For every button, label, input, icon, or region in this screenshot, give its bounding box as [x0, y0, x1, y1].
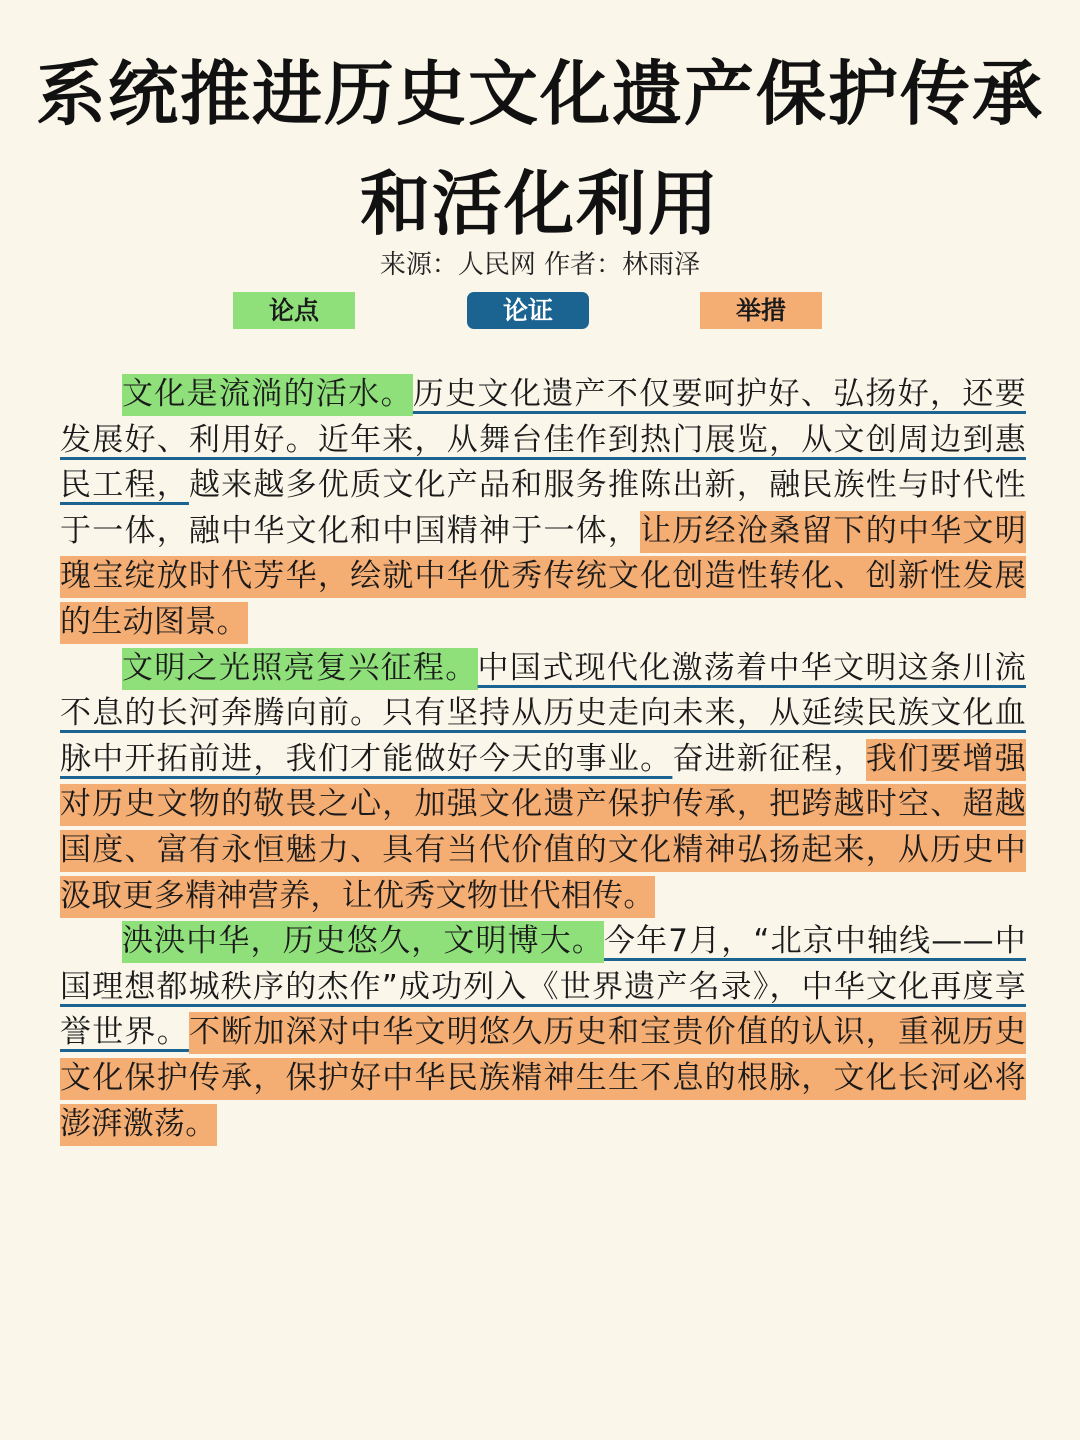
measure-highlight: 我们要增强对历史文物的敬畏之心，加强文化遗产保护传承，把跨越时空、超越国度、富有永恒魅力、具有当代价值的文化精神弘扬起来，从历史中汲取更多精神营养，让优秀文物世代相传。	[60, 739, 1026, 918]
article-title-line-1: 系统推进历史文化遗产保护传承	[36, 52, 1044, 135]
point-highlight: 文化是流淌的活水。	[122, 374, 413, 416]
paragraph-2	[60, 646, 1026, 920]
measure-highlight: 让历经沧桑留下的中华文明瑰宝绽放时代芳华，绘就中华优秀传统文化创造性转化、创新性发展的生动图景。	[60, 511, 1026, 644]
legend-point-tag: 论点	[233, 292, 355, 329]
point-highlight: 文明之光照亮复兴征程。	[122, 648, 478, 690]
proof-underline: 历史文化遗产不仅要呵护好、弘扬好，还要发展好、利用好。近年来，从舞台佳作到热门展览，从文创周边到惠民工程，	[60, 376, 1026, 504]
article-source: 来源：人民网 作者：林雨泽	[379, 250, 701, 280]
article-title-line-2: 和活化利用	[360, 162, 720, 245]
plain-text: 奋进新征程，	[672, 740, 866, 777]
point-highlight: 泱泱中华，历史悠久，文明博大。	[122, 921, 604, 963]
proof-underline: 今年7月，“北京中轴线——中国理想都城秩序的杰作”成功列入《世界遗产名录》，中华文化再度享誉世界。	[60, 923, 1027, 1051]
legend-proof-tag: 论证	[467, 292, 589, 329]
paragraph-3	[60, 919, 1026, 1147]
proof-underline: 中国式现代化激荡着中华文明这条川流不息的长河奔腾向前。只有坚持从历史走向未来，从延续民族文化血脉中开拓前进，我们才能做好今天的事业。	[60, 649, 1026, 777]
plain-text: 越来越多优质文化产品和服务推陈出新，融民族性与时代性于一体，融中华文化和中国精神于一体，	[60, 467, 1027, 549]
article-body	[60, 372, 1026, 1147]
measure-highlight: 不断加深对中华文明悠久历史和宝贵价值的认识，重视历史文化保护传承，保护好中华民族精神生生不息的根脉，文化长河必将澎湃激荡。	[60, 1012, 1026, 1145]
paragraph-1	[60, 372, 1026, 646]
legend-measure-tag: 举措	[700, 292, 822, 329]
